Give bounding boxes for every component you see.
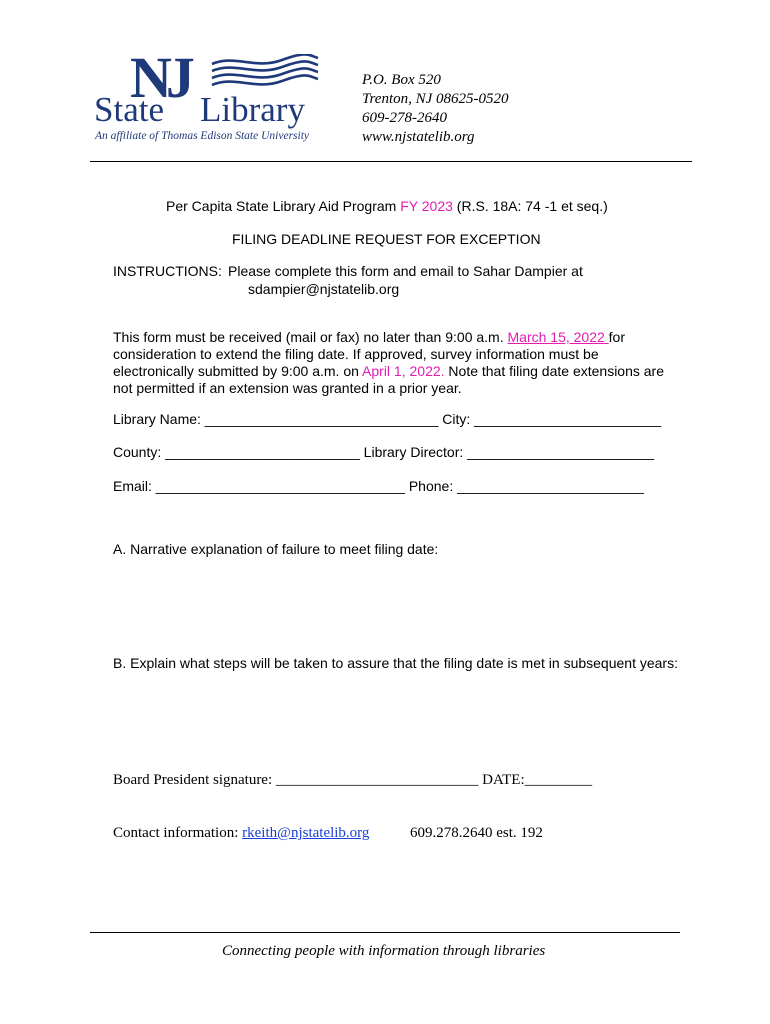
header-divider xyxy=(90,161,692,162)
contact-label: Contact information: xyxy=(113,825,243,841)
question-a: A. Narrative explanation of failure to meet filing date: xyxy=(113,541,439,557)
notice-text: electronically submitted by 9:00 a.m. on xyxy=(113,363,363,379)
address-phone: 609-278-2640 xyxy=(362,110,447,126)
deadline-date: March 15, 2022 xyxy=(507,329,609,345)
fiscal-year: FY 2023 xyxy=(400,198,453,214)
notice-line-2: consideration to extend the filing date. If approved, survey information must be xyxy=(113,346,599,362)
signature-line[interactable]: Board President signature: ___________________________ DATE:_________ xyxy=(113,772,593,788)
title-prefix: Per Capita State Library Aid Program xyxy=(166,198,401,214)
address-po-box: P.O. Box 520 xyxy=(362,72,441,88)
footer-divider xyxy=(90,932,680,933)
contact-info xyxy=(113,825,369,842)
address-city: Trenton, NJ 08625-0520 xyxy=(362,91,509,107)
notice-line-4: not permitted if an extension was granted in a prior year. xyxy=(113,380,462,396)
email-phone-field[interactable]: Email: ________________________________ Phone: ________________________ xyxy=(113,478,644,494)
submission-date: April 1, 2022. xyxy=(362,363,445,379)
notice-line-1 xyxy=(113,329,625,345)
instructions-email: sdampier@njstatelib.org xyxy=(248,281,400,297)
instructions-text: Please complete this form and email to Sahar Dampier at xyxy=(228,263,583,279)
nj-state-library-logo xyxy=(92,45,312,145)
contact-phone: 609.278.2640 est. 192 xyxy=(410,825,543,841)
instructions-label: INSTRUCTIONS: xyxy=(113,263,222,279)
address-website: www.njstatelib.org xyxy=(362,129,475,145)
program-title xyxy=(166,198,608,214)
footer-tagline: Connecting people with information through libraries xyxy=(222,943,546,959)
county-director-field[interactable]: County: _________________________ Library Director: ________________________ xyxy=(113,444,655,460)
logo-library: Library xyxy=(200,90,305,129)
notice-line-3 xyxy=(113,363,664,379)
logo-affiliate: An affiliate of Thomas Edison State University xyxy=(95,130,310,142)
library-name-city-field[interactable]: Library Name: ______________________________ City: ________________________ xyxy=(113,411,662,427)
notice-text: This form must be received (mail or fax) no later than 9:00 a.m. xyxy=(113,329,508,345)
notice-text: Note that filing date extensions are xyxy=(444,363,664,379)
notice-text: for xyxy=(608,329,626,345)
title-suffix: (R.S. 18A: 74 -1 et seq.) xyxy=(452,198,608,214)
question-b: B. Explain what steps will be taken to assure that the filing date is met in subsequent years: xyxy=(113,655,678,671)
contact-email-link[interactable]: rkeith@njstatelib.org xyxy=(242,825,370,841)
form-subtitle: FILING DEADLINE REQUEST FOR EXCEPTION xyxy=(232,231,541,247)
logo-nj: NJ xyxy=(130,45,189,110)
logo-state: State xyxy=(94,90,164,129)
